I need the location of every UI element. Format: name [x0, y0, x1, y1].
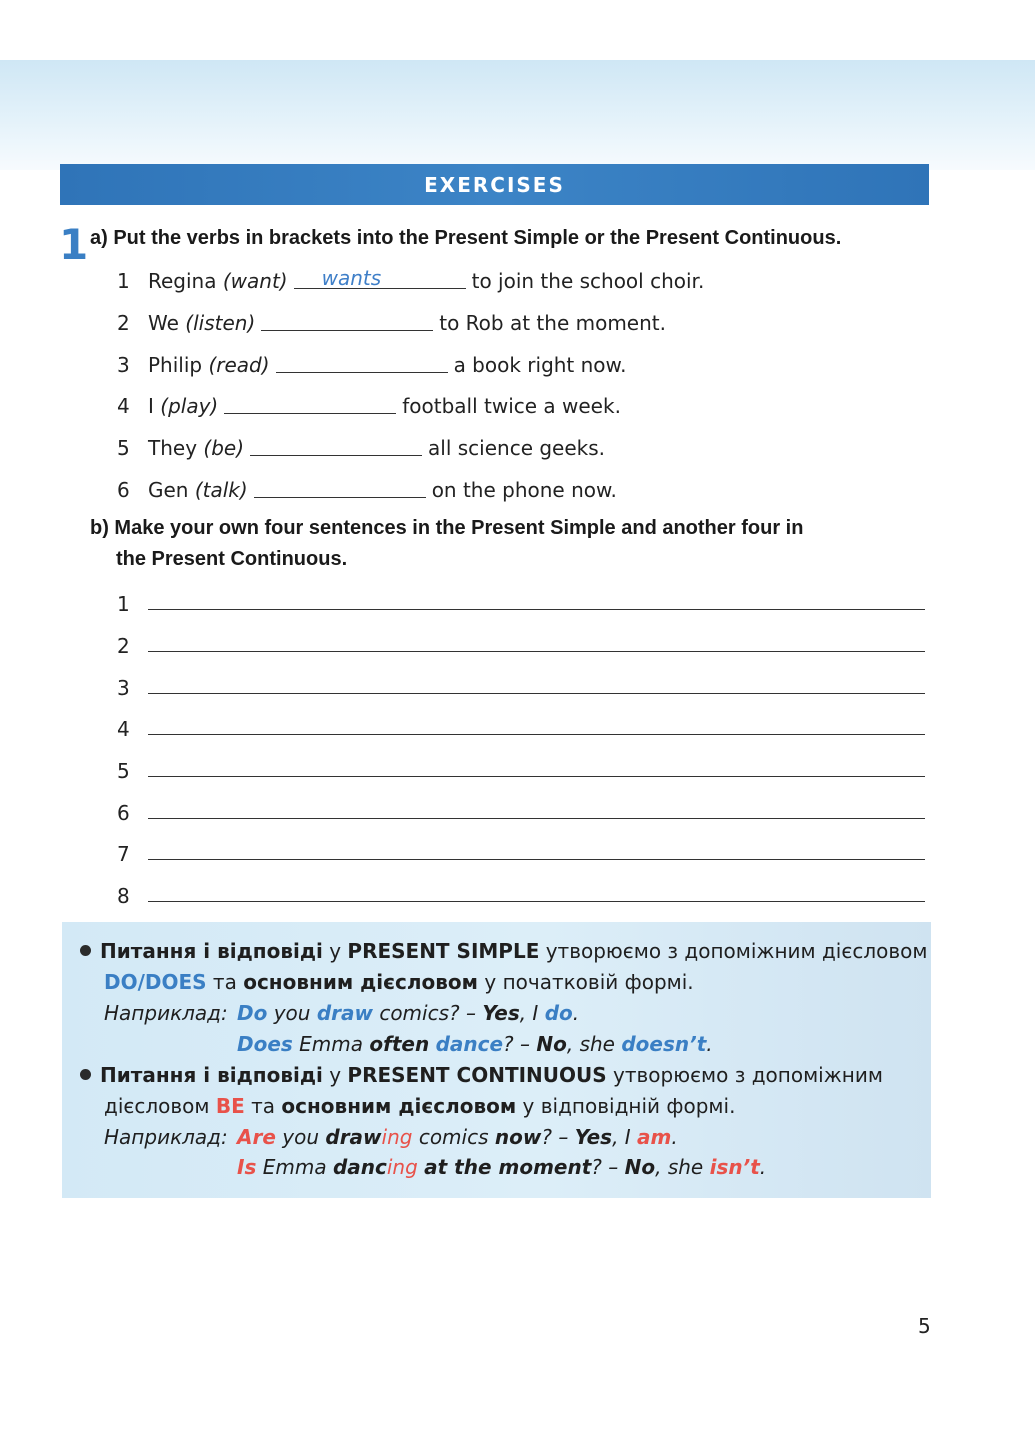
item-rest: to join the school choir. [471, 269, 705, 293]
instruction-part-b [90, 513, 890, 575]
item-rest: to Rob at the moment. [439, 311, 666, 335]
exercise-item [117, 263, 704, 293]
writing-rule [148, 858, 925, 860]
grammar-continuous-example-1: Наприклад: Are you drawing comics now? – Yes, I am. [104, 1125, 678, 1149]
item-verb-hint: (want) [222, 269, 288, 293]
bullet-icon [80, 945, 91, 956]
writing-rule [148, 817, 925, 819]
item-verb-hint: (talk) [194, 478, 248, 502]
exercise-item [117, 347, 626, 377]
exercise-item [117, 388, 621, 418]
answer-blank[interactable] [276, 348, 448, 373]
exercise-number: 1 [59, 220, 89, 269]
exercise-item [117, 305, 666, 335]
instruction-b-line-1: b) Make your own four sentences in the Present Simple and another four in [90, 517, 804, 539]
answer-blank[interactable] [224, 389, 396, 414]
grammar-simple-example-2: Does Emma often dance? – No, she doesn’t. [237, 1032, 713, 1056]
item-rest: on the phone now. [431, 478, 617, 502]
writing-rule [148, 733, 925, 735]
item-subject: Philip [148, 353, 203, 377]
grammar-continuous-example-2: Is Emma dancing at the moment? – No, she isn’t. [237, 1155, 767, 1179]
item-rest: football twice a week. [402, 394, 621, 418]
item-number: 2 [117, 311, 130, 335]
item-verb-hint: (listen) [185, 311, 256, 335]
line-number: 1 [117, 592, 130, 616]
item-number: 1 [117, 269, 130, 293]
item-rest: a book right now. [453, 353, 627, 377]
instruction-part-a: a) Put the verbs in brackets into the Present Simple or the Present Continuous. [90, 227, 842, 249]
grammar-continuous-rule-line-1: Питання і відповіді у PRESENT CONTINUOUS утворюємо з допоміжним [80, 1060, 883, 1090]
item-number: 6 [117, 478, 130, 502]
page-number: 5 [918, 1314, 931, 1338]
answer-blank[interactable] [254, 473, 426, 498]
item-subject: Gen [148, 478, 189, 502]
item-verb-hint: (play) [160, 394, 219, 418]
item-verb-hint: (be) [203, 436, 245, 460]
line-number: 6 [117, 801, 130, 825]
item-subject: Regina [148, 269, 217, 293]
item-subject: They [148, 436, 198, 460]
item-verb-hint: (read) [208, 353, 270, 377]
line-number: 7 [117, 842, 130, 866]
grammar-simple-example-1: Наприклад: Do you draw comics? – Yes, I do. [104, 1001, 580, 1025]
exercise-item [117, 430, 605, 460]
item-subject: I [148, 394, 154, 418]
line-number: 2 [117, 634, 130, 658]
section-header-bar [60, 164, 929, 205]
bullet-icon [80, 1069, 91, 1080]
writing-rule [148, 775, 925, 777]
writing-line[interactable] [117, 586, 925, 616]
handwritten-answer: wants [321, 266, 382, 290]
writing-line[interactable] [117, 753, 925, 783]
writing-line[interactable] [117, 795, 925, 825]
section-title: EXERCISES [424, 172, 565, 197]
item-number: 4 [117, 394, 130, 418]
writing-line[interactable] [117, 878, 925, 908]
grammar-simple-rule-line-1: Питання і відповіді у PRESENT SIMPLE утворюємо з допоміжним дієсловом [80, 936, 927, 966]
exercise-item [117, 472, 617, 502]
line-number: 8 [117, 884, 130, 908]
item-number: 5 [117, 436, 130, 460]
answer-blank[interactable] [261, 306, 433, 331]
answer-blank[interactable] [294, 264, 466, 289]
item-number: 3 [117, 353, 130, 377]
line-number: 4 [117, 717, 130, 741]
instruction-b-line-2: the Present Continuous. [116, 548, 348, 570]
line-number: 5 [117, 759, 130, 783]
writing-line[interactable] [117, 628, 925, 658]
line-number: 3 [117, 676, 130, 700]
writing-rule [148, 900, 925, 902]
writing-rule [148, 650, 925, 652]
answer-blank[interactable] [250, 431, 422, 456]
top-decorative-band [0, 60, 1035, 170]
item-rest: all science geeks. [428, 436, 606, 460]
writing-line[interactable] [117, 670, 925, 700]
grammar-simple-rule-line-2: DO/DOES та основним дієсловом у початковій формі. [104, 970, 694, 994]
writing-line[interactable] [117, 711, 925, 741]
writing-line[interactable] [117, 836, 925, 866]
writing-rule [148, 692, 925, 694]
writing-rule [148, 608, 925, 610]
grammar-continuous-rule-line-2: дієсловом BE та основним дієсловом у відповідній формі. [104, 1094, 736, 1118]
item-subject: We [148, 311, 179, 335]
